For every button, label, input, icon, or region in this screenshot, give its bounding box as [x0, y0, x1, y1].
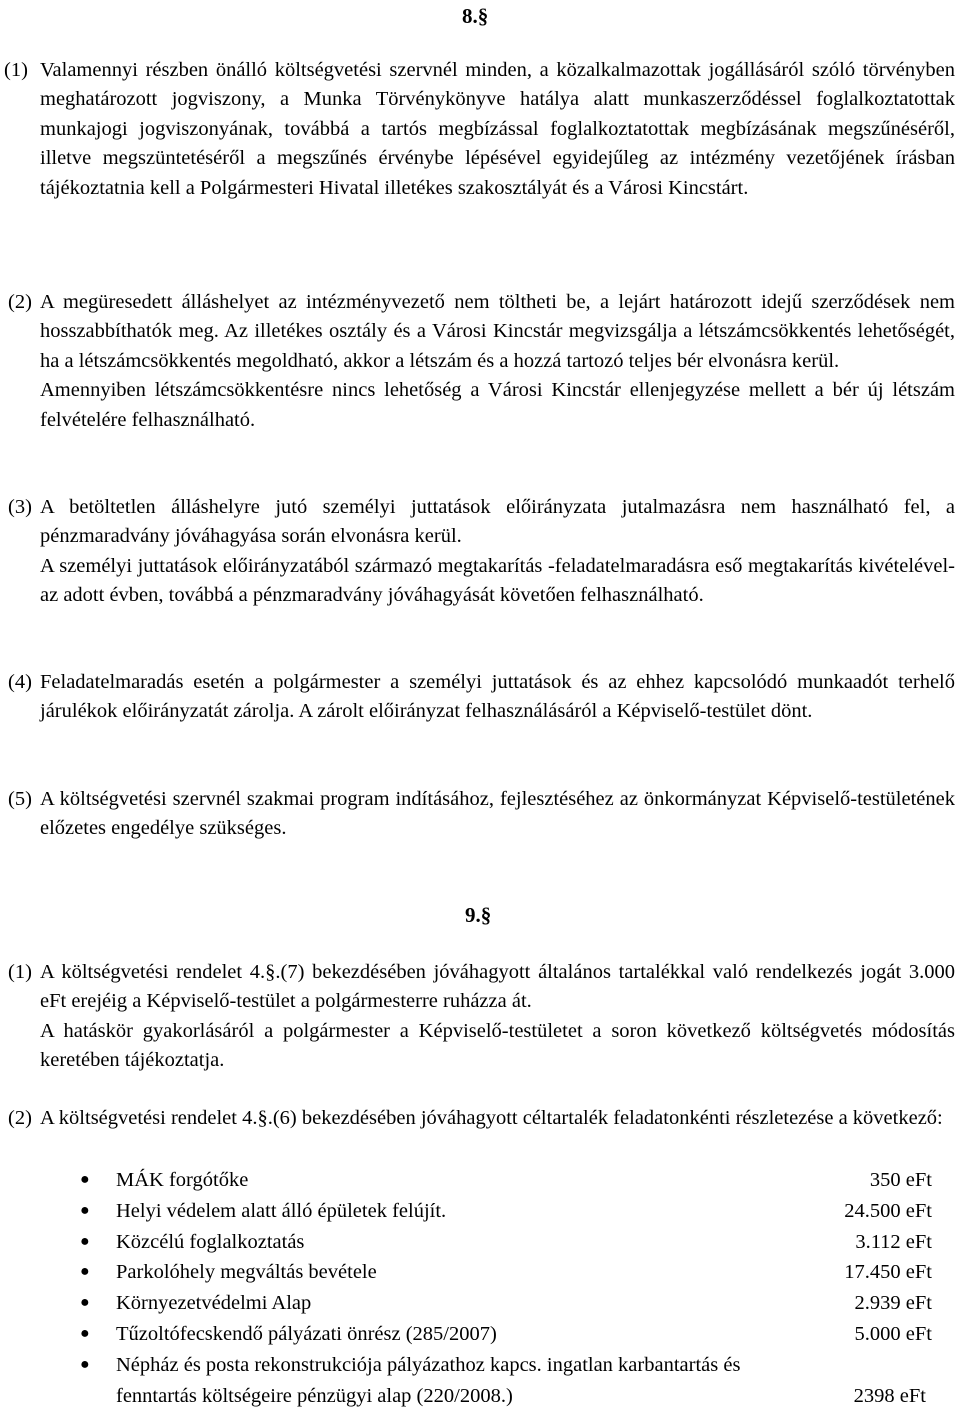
paragraph-number: (2)	[8, 291, 32, 313]
item-label: Közcélú foglalkoztatás	[116, 1230, 305, 1253]
list-item	[80, 1257, 940, 1288]
list-item	[80, 1350, 940, 1411]
paragraph-number: (5)	[8, 788, 32, 810]
item-label: Tűzoltófecskendő pályázati önrész (285/2007)	[116, 1322, 497, 1345]
paragraph-text-continued: A személyi juttatások előirányzatából származó megtakarítás -feladatelmaradásra eső megtakarítás kivételével- az adott évben, továbbá a pénzmaradvány jóváhagyását követően felhasználható.	[40, 554, 955, 607]
paragraph-text: A költségvetési rendelet 4.§.(6) bekezdésében jóváhagyott céltartalék feladatonkénti részletezése a következő:	[40, 1107, 943, 1129]
list-item	[80, 1227, 940, 1258]
item-amount: 5.000 eFt	[854, 1322, 932, 1345]
paragraph-text: Valamennyi részben önálló költségvetési szervnél minden, a közalkalmazottak jogállásáról szóló törvényben meghatározott jogviszony, a Munka Törvénykönyve hatálya alatt munkaszerződéssel foglalkoztatottak munkajogi jogviszonyának, továbbá a tartós megbízással foglalkoztatottak megbízásának megszűnéséről, illetve megszüntetéséről a megszűnés érvénybe lépésével egyidejűleg az intézmény vezetőjének írásban tájékoztatnia kell a Polgármesteri Hivatal illetékes szakosztályát és a Városi Kincstárt.	[40, 59, 955, 199]
item-label: Helyi védelem alatt álló épületek felújít.	[116, 1199, 447, 1222]
paragraph-text: Feladatelmaradás esetén a polgármester a személyi juttatások és az ehhez kapcsolódó munkaadót terhelő járulékok előirányzatát zárolja. A zárolt előirányzat felhasználásáról a Képviselő-testület dönt.	[40, 671, 955, 723]
paragraph-number: (2)	[8, 1107, 32, 1129]
bullet-icon: ●	[80, 1355, 90, 1373]
bullet-icon: ●	[80, 1171, 90, 1188]
list-item	[80, 1196, 940, 1227]
bullet-icon: ●	[80, 1324, 90, 1342]
section-9-paragraph-2	[8, 1104, 955, 1133]
paragraph-text: A betöltetlen álláshelyre jutó személyi juttatások előirányzata jutalmazásra nem használható fel, a pénzmaradvány jóváhagyása során elvonásra kerül.	[40, 496, 955, 548]
paragraph-text-continued: Amennyiben létszámcsökkentésre nincs lehetőség a Városi Kincstár ellenjegyzése mellett a bér új létszám felvételére felhasználható.	[40, 379, 955, 431]
section-8-paragraph-4	[8, 668, 955, 727]
list-item	[80, 1165, 940, 1196]
item-label: Parkolóhely megváltás bevétele	[116, 1261, 377, 1284]
section-8-paragraph-3	[8, 493, 955, 611]
bullet-icon: ●	[80, 1232, 90, 1250]
bullet-icon: ●	[80, 1201, 90, 1219]
list-item	[80, 1319, 940, 1350]
item-label: MÁK forgótőke	[116, 1169, 249, 1191]
item-amount: 24.500 eFt	[844, 1199, 932, 1222]
section-9-heading: 9.§	[465, 903, 492, 927]
section-9-paragraph-1	[8, 958, 955, 1076]
list-item	[80, 1288, 940, 1319]
paragraph-text: A megüresedett álláshelyet az intézményvezető nem töltheti be, a lejárt határozott idejű szerződések nem hosszabbíthatók meg. Az illetékes osztály és a Városi Kincstár megvizsgálja a létszámcsökkentés lehetőségét, ha a létszámcsökkentés megoldható, akkor a létszám és a hozzá tartozó teljes bér elvonásra kerül.	[40, 291, 955, 372]
bullet-icon: ●	[80, 1263, 90, 1281]
section-8-paragraph-1	[4, 56, 955, 203]
paragraph-number: (1)	[8, 961, 32, 983]
paragraph-text-continued: A hatáskör gyakorlásáról a polgármester a Képviselő-testületet a soron következő költségvetés módosítás keretében tájékoztatja.	[40, 1019, 955, 1072]
item-amount: 3.112 eFt	[855, 1230, 932, 1253]
paragraph-number: (1)	[4, 59, 28, 81]
reserve-items-list	[80, 1165, 940, 1411]
section-8-heading: 8.§	[462, 4, 489, 28]
item-label: Népház és posta rekonstrukciója pályázathoz kapcs. ingatlan karbantartás és fenntartás költségeire pénzügyi alap (220/2008.)	[116, 1353, 741, 1407]
section-8-paragraph-5	[8, 785, 955, 844]
item-amount: 2398 eFt	[853, 1384, 926, 1407]
paragraph-text: A költségvetési szervnél szakmai program indításához, fejlesztéséhez az önkormányzat Képviselő-testületének előzetes engedélye szükséges.	[40, 788, 955, 840]
bullet-icon: ●	[80, 1294, 90, 1312]
paragraph-text: A költségvetési rendelet 4.§.(7) bekezdésében jóváhagyott általános tartalékkal való rendelkezés jogát 3.000 eFt erejéig a Képviselő-testület a polgármesterre ruházza át.	[40, 961, 955, 1013]
item-amount: 17.450 eFt	[844, 1261, 932, 1284]
paragraph-number: (4)	[8, 671, 32, 693]
item-label: Környezetvédelmi Alap	[116, 1292, 312, 1315]
item-amount: 2.939 eFt	[854, 1292, 932, 1315]
item-amount: 350 eFt	[869, 1169, 932, 1191]
section-8-paragraph-2	[8, 288, 955, 435]
paragraph-number: (3)	[8, 496, 32, 518]
